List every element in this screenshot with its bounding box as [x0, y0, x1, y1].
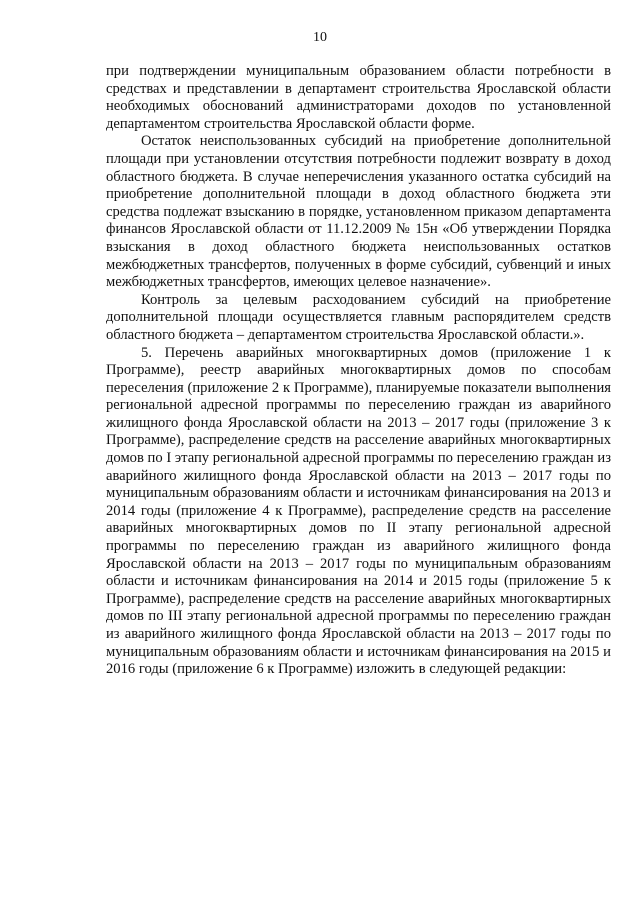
page-number: 10 [313, 30, 327, 45]
paragraph-subsidy-remainder: Остаток неиспользованных субсидий на приобретение дополнительной площади при установлении отсутствия потребности подлежит возврату в доход областного бюджета. В случае неперечисления указанного остатка субсидий на приобретение дополнительной площади в доход областного бюджета эти средства подлежат взысканию в порядке, установленном приказом департамента финансов Ярославской области от 11.12.2009 № 15н «Об утверждении Порядка взыскания в доход областного бюджета неиспользованных остатков межбюджетных трансфертов, полученных в форме субсидий, субвенций и иных межбюджетных трансфертов, имеющих целевое назначение». [106, 133, 611, 291]
document-body [106, 63, 611, 679]
paragraph-item-5: 5. Перечень аварийных многоквартирных домов (приложение 1 к Программе), реестр аварийных многоквартирных домов по способам переселения (приложение 2 к Программе), планируемые показатели выполнения региональной адресной программы по переселению граждан из аварийного жилищного фонда Ярославской области на 2013 – 2017 годы (приложение 3 к Программе), распределение средств на расселение аварийных многоквартирных домов по I этапу региональной адресной программы по переселению граждан из аварийного жилищного фонда Ярославской области на 2013 – 2017 годы по муниципальным образованиям области и источникам финансирования на 2013 и 2014 годы (приложение 4 к Программе), распределение средств на расселение аварийных многоквартирных домов по II этапу региональной адресной программы по переселению граждан из аварийного жилищного фонда Ярославской области на 2013 – 2017 годы по муниципальным образованиям области и источникам финансирования на 2014 и 2015 годы (приложение 5 к Программе), распределение средств на расселение аварийных многоквартирных домов по III этапу региональной адресной программы по переселению граждан из аварийного жилищного фонда Ярославской области на 2013 – 2017 годы по муниципальным образованиям области и источникам финансирования на 2015 и 2016 годы (приложение 6 к Программе) изложить в следующей редакции: [106, 344, 611, 678]
paragraph-control: Контроль за целевым расходованием субсидий на приобретение дополнительной площади осуществляется главным распорядителем средств областного бюджета – департаментом строительства Ярославской области.». [106, 291, 611, 343]
paragraph-continuation: при подтверждении муниципальным образованием области потребности в средствах и представлении в департамент строительства Ярославской области необходимых обоснований администраторами доходов по установленной департаментом строительства Ярославской области форме. [106, 63, 611, 132]
